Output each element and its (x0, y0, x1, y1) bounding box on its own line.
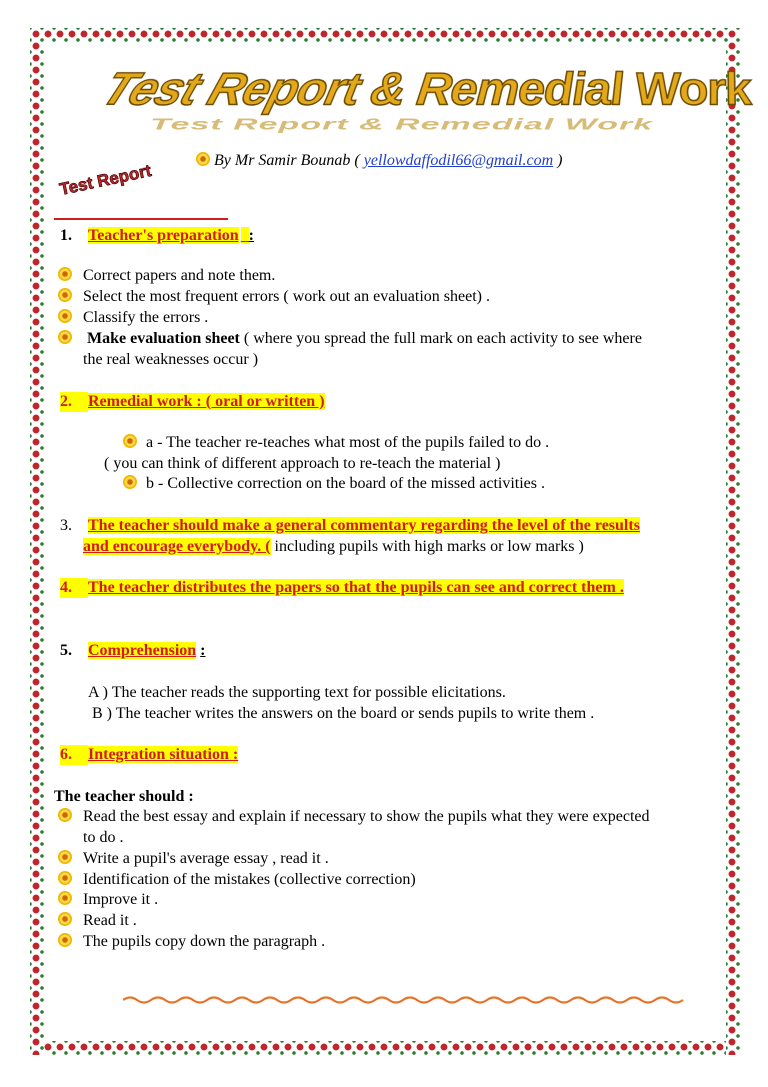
list-item-text: Identification of the mistakes (collective correction) (83, 871, 416, 888)
byline-suffix: ) (557, 152, 563, 169)
list-item-continuation: to do . (83, 829, 124, 846)
list-item-text: b - Collective correction on the board of the missed activities . (146, 475, 545, 492)
section-colon: : (200, 642, 206, 659)
list-item (58, 911, 137, 931)
list-item-text: Read it . (83, 912, 137, 929)
byline-prefix: By Mr Samir Bounab ( (214, 152, 360, 169)
section-body: including pupils with high marks or low marks ) (274, 538, 584, 555)
list-item-text: ( where you spread the full mark on each activity to see where (243, 330, 642, 347)
section-title: Remedial work : ( oral or written ) (88, 393, 325, 410)
section-number: 6. (60, 745, 88, 765)
list-item-text: Select the most frequent errors ( work out an evaluation sheet) . (83, 288, 490, 305)
section-number: 1. (60, 227, 72, 244)
section-5-heading (60, 641, 206, 661)
floral-border-top (30, 28, 740, 42)
list-item-text: The pupils copy down the paragraph . (83, 933, 326, 950)
list-item (58, 932, 325, 952)
section-title: Integration situation : (88, 746, 239, 763)
list-item-text: Improve it . (83, 891, 159, 908)
section-number: 2. (60, 392, 88, 412)
section-title-cont: and encourage everybody. ( (83, 538, 271, 555)
list-item-continuation: the real weaknesses occur ) (83, 351, 259, 368)
list-item (58, 849, 329, 869)
list-item-text: a - The teacher re-teaches what most of the pupils failed to do . (146, 434, 550, 451)
daffodil-icon (123, 434, 137, 448)
section-3-line-2 (83, 537, 584, 557)
daffodil-icon (58, 267, 72, 281)
subtitle-wordart: Test Report (57, 161, 153, 200)
section-title: The teacher should make a general commentary regarding the level of the results (88, 517, 640, 534)
daffodil-icon (58, 808, 72, 822)
author-email-link[interactable]: yellowdaffodil66@gmail.com (363, 152, 554, 169)
section-1-heading (60, 226, 254, 246)
section-title: Teacher's preparation (88, 227, 239, 244)
section-6-heading (60, 745, 238, 765)
daffodil-icon (123, 475, 137, 489)
list-item (58, 890, 158, 910)
daffodil-icon (196, 152, 210, 166)
section-number: 4. (60, 578, 88, 598)
page-title: Test Report & Remedial Work (93, 64, 757, 116)
section-colon: : (248, 227, 254, 244)
section-title: Comprehension (88, 642, 197, 659)
section-3-heading (60, 516, 640, 536)
list-item-text: Correct papers and note them. (83, 267, 276, 284)
list-item (58, 870, 416, 890)
list-item-text: Write a pupil's average essay , read it . (83, 850, 329, 867)
note-text: ( you can think of different approach to re-teach the material ) (104, 455, 501, 472)
list-item: B ) The teacher writes the answers on the board or sends pupils to write them . (92, 705, 595, 722)
daffodil-icon (58, 891, 72, 905)
list-item (58, 807, 649, 827)
list-item (58, 287, 490, 307)
floral-border-bottom (30, 1041, 740, 1055)
list-item: A ) The teacher reads the supporting text for possible elicitations. (88, 684, 506, 701)
daffodil-icon (58, 288, 72, 302)
list-item (58, 329, 642, 349)
list-item-text: Classify the errors . (83, 309, 209, 326)
byline (196, 152, 562, 170)
section-4-heading (60, 578, 624, 598)
section-title: The teacher distributes the papers so that the pupils can see and correct them . (88, 579, 624, 596)
floral-border-right (726, 28, 740, 1055)
list-item (58, 266, 275, 286)
daffodil-icon (58, 933, 72, 947)
list-item (123, 474, 545, 494)
daffodil-icon (58, 850, 72, 864)
section-6-lead: The teacher should : (54, 788, 194, 805)
list-item (58, 308, 208, 328)
daffodil-icon (58, 871, 72, 885)
daffodil-icon (58, 330, 72, 344)
floral-border-left (30, 28, 44, 1055)
section-number: 5. (60, 642, 72, 659)
list-item (123, 433, 549, 453)
title-shadow: Test Report & Remedial Work (150, 116, 654, 134)
subtitle-rule (54, 218, 228, 220)
title-wordart (93, 62, 757, 152)
list-item-text: Read the best essay and explain if necessary to show the pupils what they were expected (83, 808, 650, 825)
decorative-wave-rule (123, 995, 689, 1005)
section-number: 3. (60, 517, 72, 534)
daffodil-icon (58, 309, 72, 323)
daffodil-icon (58, 912, 72, 926)
bold-lead: Make evaluation sheet (87, 330, 240, 347)
section-2-heading (60, 392, 325, 412)
